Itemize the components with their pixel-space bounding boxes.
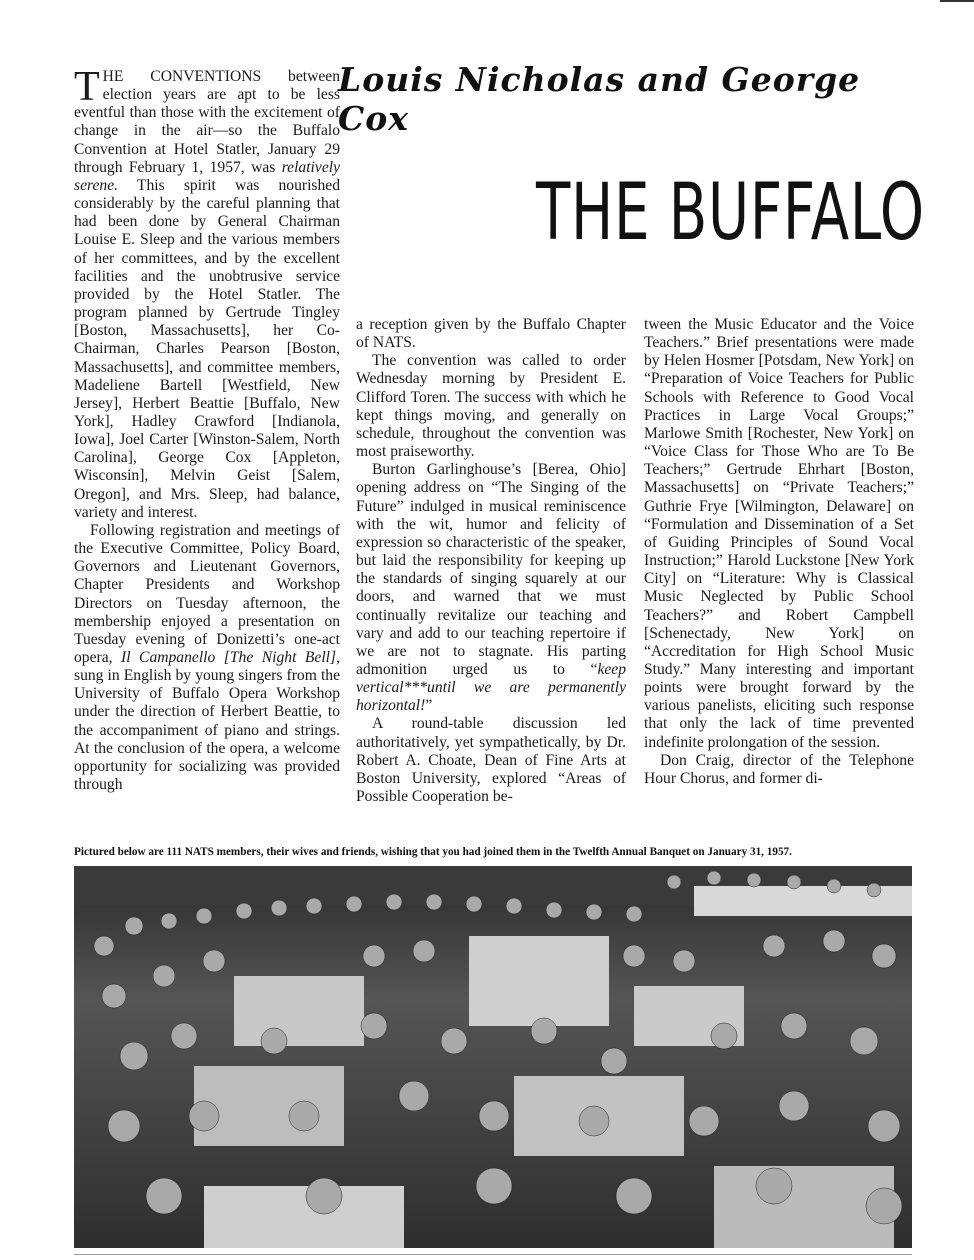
paragraph: a reception given by the Buffalo Chapter of NATS. (356, 316, 626, 352)
body-text: between election years are apt to be less eventful than those with the excitement of change in the air—so the Buffalo Convention at Hotel Statler, January 29 through February 1, 1957, was (74, 68, 340, 176)
body-text: Burton Garlinghouse’s [Berea, Ohio] opening address on “The Singing of the Future” indulged in musical reminiscence with the wit, humor and felicity of expression so characteristic of the speaker, but laid the responsibility for keeping up the standards of singing squarely at our doors, and warned that we must continually revitalize our teaching and vary and add to our teaching repertoire if we are not to stagnate. His parting admonition urged us to “ (356, 461, 626, 678)
paragraph (356, 461, 626, 715)
text-column-2 (356, 316, 626, 806)
body-text: , sung in English by young singers from the University of Buffalo Opera Workshop under the direction of Herbert Beattie, to the accompaniment of piano and strings. At the conclusion of the opera, a welcome opportunity for socializing was provided through (74, 649, 340, 794)
photo-caption: Pictured below are 111 NATS members, their wives and friends, wishing that you had joined them in the Twelfth Annual Banquet on January 31, 1957. (74, 846, 792, 858)
paragraph (74, 64, 340, 522)
emphasis-text: relatively serene. (74, 158, 340, 194)
banquet-photo-illustration (74, 866, 912, 1248)
paragraph: A round-table discussion led authoritatively, yet sympathetically, by Dr. Robert A. Choate, Dean of Fine Arts at Boston University, explored “Areas of Possible Cooperation be- (356, 715, 626, 806)
paragraph: Don Craig, director of the Telephone Hour Chorus, and former di- (644, 751, 914, 787)
top-edge-rule (940, 0, 974, 2)
body-text: ” (425, 697, 433, 715)
article-headline: THE BUFFALO (536, 168, 925, 258)
paragraph: tween the Music Educator and the Voice Teachers.” Brief presentations were made by Helen Hosmer [Potsdam, New York] on “Preparation of Voice Teachers for Public Schools with Reference to Good Vocal Practices in Large Vocal Groups;” Marlowe Smith [Rochester, New York] on “Voice Class for Those Who are To Be Teachers;” Gertrude Ehrhart [Boston, Massachusetts] on “Private Teachers;” Guthrie Frye [Wilmington, Delaware] on “Formulation and Dissemination of a Set of Guiding Principles of Sound Vocal Instruction;” Harold Luckstone [New York City] on “Literature: Why is Classical Music Neglected by Public School Teachers?” and Robert Campbell [Schenectady, New York] on “Accreditation for High School Music Study.” Many interesting and important points were brought forward by the various panelists, eliciting such response that only the lack of time prevented indefinite prolongation of the session. (644, 316, 914, 751)
opera-title: Il Campanello [The Night Bell] (121, 649, 337, 666)
bottom-edge-rule (74, 1254, 912, 1255)
text-column-3 (644, 316, 914, 788)
lead-in-smallcaps: HE CONVENTIONS (102, 68, 262, 85)
author-byline: Louis Nicholas and George Cox (338, 60, 861, 138)
quotation-text: keep vertical***until we are permanently horizontal! (356, 660, 626, 715)
body-text: This spirit was nourished considerably by the careful planning that had been done by General Chairman Louise E. Sleep and the various members of her committees, and by the excellent facilities and the unobtrusive service provided by the Hotel Statler. The program planned by Gertrude Tingley [Boston, Massachusetts], her Co-Chairman, Charles Pearson [Boston, Massachusetts], and committee members, Madeliene Bartell [Westfield, New Jersey], Herbert Beattie [Buffalo, New York], Hadley Crawford [Indianola, Iowa], Joel Carter [Winston-Salem, North Carolina], George Cox [Appleton, Wisconsin], Melvin Geist [Salem, Oregon], and Mrs. Sleep, had balance, variety and interest. (74, 176, 340, 521)
banquet-photograph (74, 866, 912, 1248)
text-column-1 (74, 64, 340, 794)
body-text: Following registration and meetings of the Executive Committee, Policy Board, Governors and Lieutenant Governors, Chapter Presidents and Workshop Directors on Tuesday afternoon, the membership enjoyed a presentation on Tuesday evening of Donizetti’s one-act opera, (74, 521, 340, 666)
drop-cap: T (74, 64, 100, 110)
paragraph: The convention was called to order Wednesday morning by President E. Clifford Toren. The success with which he kept things moving, and generally on schedule, throughout the convention was most praiseworthy. (356, 352, 626, 461)
paragraph (74, 522, 340, 794)
